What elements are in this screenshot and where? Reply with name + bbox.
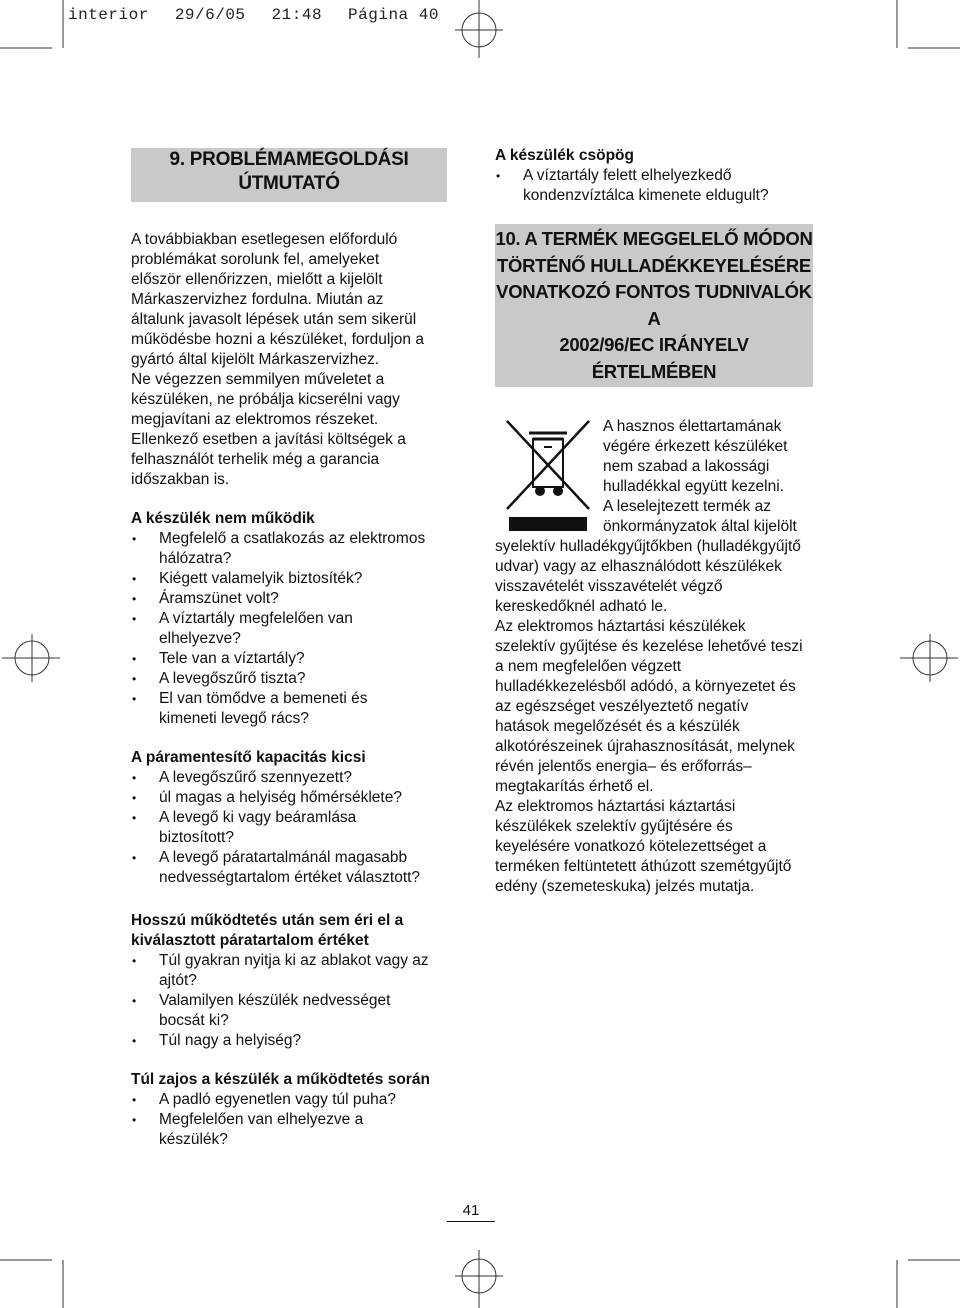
slug-date: 29/6/05 xyxy=(174,6,246,24)
bullet-list xyxy=(131,768,461,888)
bullet-item: • A levegő páratartalmánál magasabb nedvességtartalom értéket választott? xyxy=(131,848,461,888)
weee-line: visszavételét visszavételét végző xyxy=(495,578,723,595)
bullet-list xyxy=(131,951,461,1051)
troubleshoot-section-not-working xyxy=(131,509,461,729)
section-heading: A készülék csöpög xyxy=(495,147,634,164)
intro-paragraph xyxy=(131,230,461,490)
weee-line: készülékek szelektív gyűjtésére és xyxy=(495,818,733,835)
intro-line: A továbbiakban esetlegesen előforduló xyxy=(131,231,398,248)
left-column xyxy=(131,148,461,1150)
weee-line: edény (szemeteskuka) jelzés mutatja. xyxy=(495,878,755,895)
intro-line: Ellenkező esetben a javítási költségek a xyxy=(131,431,406,448)
intro-line: készüléken, ne próbálja kicserélni vagy xyxy=(131,391,400,408)
weee-line: A hasznos élettartamának xyxy=(603,418,782,435)
weee-line: hulladékkal együtt kezelni. xyxy=(603,478,784,495)
registration-mark-bottom xyxy=(455,1250,503,1308)
weee-line: alkotórészeinek újrahasznosítását, melynek xyxy=(495,738,795,755)
bullet-item: • A levegő ki vagy beáramlása biztosított? xyxy=(131,808,461,848)
right-column xyxy=(495,146,825,897)
section-10-title-line: 2002/96/EC IRÁNYELV ÉRTELMÉBEN xyxy=(559,334,749,382)
bullet-item: • Megfelelő a csatlakozás az elektromos hálózatra? xyxy=(131,529,461,569)
intro-line: működésbe hozni a készüléket, forduljon a xyxy=(131,331,424,348)
intro-line: Márkaszervizhez fordulna. Miután az xyxy=(131,291,384,308)
intro-line: általunk javasolt lépések után sem sikerül xyxy=(131,311,417,328)
bullet-item: • A víztartály felett elhelyezkedő kondenzvíztálca kimenete eldugult? xyxy=(495,166,825,206)
intro-line: időszakban is. xyxy=(131,471,230,488)
registration-mark-right xyxy=(900,634,958,682)
weee-line: hulladékkezelésből adódó, a környezetet és xyxy=(495,678,796,695)
section-10-title-line: VONATKOZÓ FONTOS TUDNIVALÓK A xyxy=(496,281,812,329)
weee-line: az egészséget veszélyeztető negatív xyxy=(495,698,749,715)
weee-line: keyelésére vonatkozó kötelezettséget a xyxy=(495,838,767,855)
intro-line: problémákat sorolunk fel, amelyeket xyxy=(131,251,380,268)
bullet-list xyxy=(131,1090,461,1150)
crossed-out-wheelie-bin-icon xyxy=(503,417,593,539)
bullet-item: • A levegőszűrő tiszta? xyxy=(131,669,461,689)
intro-line: megjavítani az elektromos részeket. xyxy=(131,411,379,428)
weee-line: Az elektromos háztartási készülékek xyxy=(495,618,746,635)
bullet-item: • A víztartály megfelelően van elhelyezve? xyxy=(131,609,461,649)
slug-filename: interior xyxy=(68,6,149,24)
weee-line: megtakarítás érhető el. xyxy=(495,778,654,795)
bullet-item: • Megfelelően van elhelyezve a készülék? xyxy=(131,1110,461,1150)
section-10-title-line: 10. A TERMÉK MEGGELELŐ MÓDON xyxy=(495,228,813,249)
section-heading: A készülék nem működik xyxy=(131,510,315,527)
bullet-list xyxy=(131,529,461,729)
intro-line: Ne végezzen semmilyen műveletet a xyxy=(131,371,385,388)
intro-line: először ellenőrizzen, mielőtt a kijelölt xyxy=(131,271,383,288)
weee-line: révén jelentős energia– és erőforrás– xyxy=(495,758,752,775)
weee-line: Az elektromos háztartási káztartási xyxy=(495,798,736,815)
page-number: 41 xyxy=(447,1201,495,1222)
bullet-item: • Túl gyakran nyitja ki az ablakot vagy az ajtót? xyxy=(131,951,461,991)
weee-line: syelektív hulladékgyűjtőkben (hulladékgyűjtő xyxy=(495,538,801,555)
section-9-title-line: ÚTMUTATÓ xyxy=(238,173,340,194)
section-heading: A páramentesítő kapacitás kicsi xyxy=(131,749,366,766)
weee-line: szelektív gyűjtése és kezelése lehetővé teszi xyxy=(495,638,803,655)
bullet-item: • Valamilyen készülék nedvességet bocsát ki? xyxy=(131,991,461,1031)
bullet-item: • A levegőszűrő szennyezett? xyxy=(131,768,461,788)
troubleshoot-section-humidity-not-reached xyxy=(131,911,461,1051)
intro-line: felhasználót terhelik még a garancia xyxy=(131,451,380,468)
bullet-item: • Kiégett valamelyik biztosíték? xyxy=(131,569,461,589)
bullet-item: • El van tömődve a bemeneti és kimeneti levegő rács? xyxy=(131,689,461,729)
troubleshoot-section-dripping xyxy=(495,146,825,206)
section-heading: Túl zajos a készülék a működtetés során xyxy=(131,1071,430,1088)
weee-line: udvar) vagy az elhasználódott készülékek xyxy=(495,558,782,575)
weee-notice xyxy=(495,417,825,897)
bullet-item: • úl magas a helyiség hőmérséklete? xyxy=(131,788,461,808)
registration-mark-top xyxy=(455,0,503,58)
weee-line: önkormányzatok által kijelölt xyxy=(603,518,797,535)
section-10-title xyxy=(495,224,813,387)
section-heading: Hosszú működtetés után sem éri el a kiválasztott páratartalom értéket xyxy=(131,912,404,949)
weee-line: kereskedőknél adható le. xyxy=(495,598,668,615)
slug-time: 21:48 xyxy=(271,6,323,24)
section-10-title-line: TÖRTÉNŐ HULLADÉKKEYELÉSÉRE xyxy=(497,254,811,276)
weee-line: hatások megelőzését és a készülék xyxy=(495,718,740,735)
bullet-item: • Tele van a víztartály? xyxy=(131,649,461,669)
section-9-title-line: 9. PROBLÉMAMEGOLDÁSI xyxy=(169,149,409,170)
slug-page-label: Página 40 xyxy=(348,6,439,24)
weee-line: a nem megfelelően végzett xyxy=(495,658,682,675)
bullet-item: • Túl nagy a helyiség? xyxy=(131,1031,461,1051)
weee-line: A leselejtezett termék az xyxy=(603,498,771,515)
weee-line: nem szabad a lakossági xyxy=(603,458,770,475)
intro-line: gyártó által kijelölt Márkaszervizhez. xyxy=(131,351,380,368)
weee-line: terméken feltüntetett áthúzott szemétgyűjtő xyxy=(495,858,792,875)
bullet-item: • A padló egyenetlen vagy túl puha? xyxy=(131,1090,461,1110)
bullet-list xyxy=(495,166,825,206)
bullet-item: • Áramszünet volt? xyxy=(131,589,461,609)
troubleshoot-section-too-noisy xyxy=(131,1070,461,1150)
troubleshoot-section-low-capacity xyxy=(131,748,461,888)
weee-line: végére érkezett készüléket xyxy=(603,438,788,455)
section-9-title xyxy=(131,148,447,202)
registration-mark-left xyxy=(2,634,60,682)
